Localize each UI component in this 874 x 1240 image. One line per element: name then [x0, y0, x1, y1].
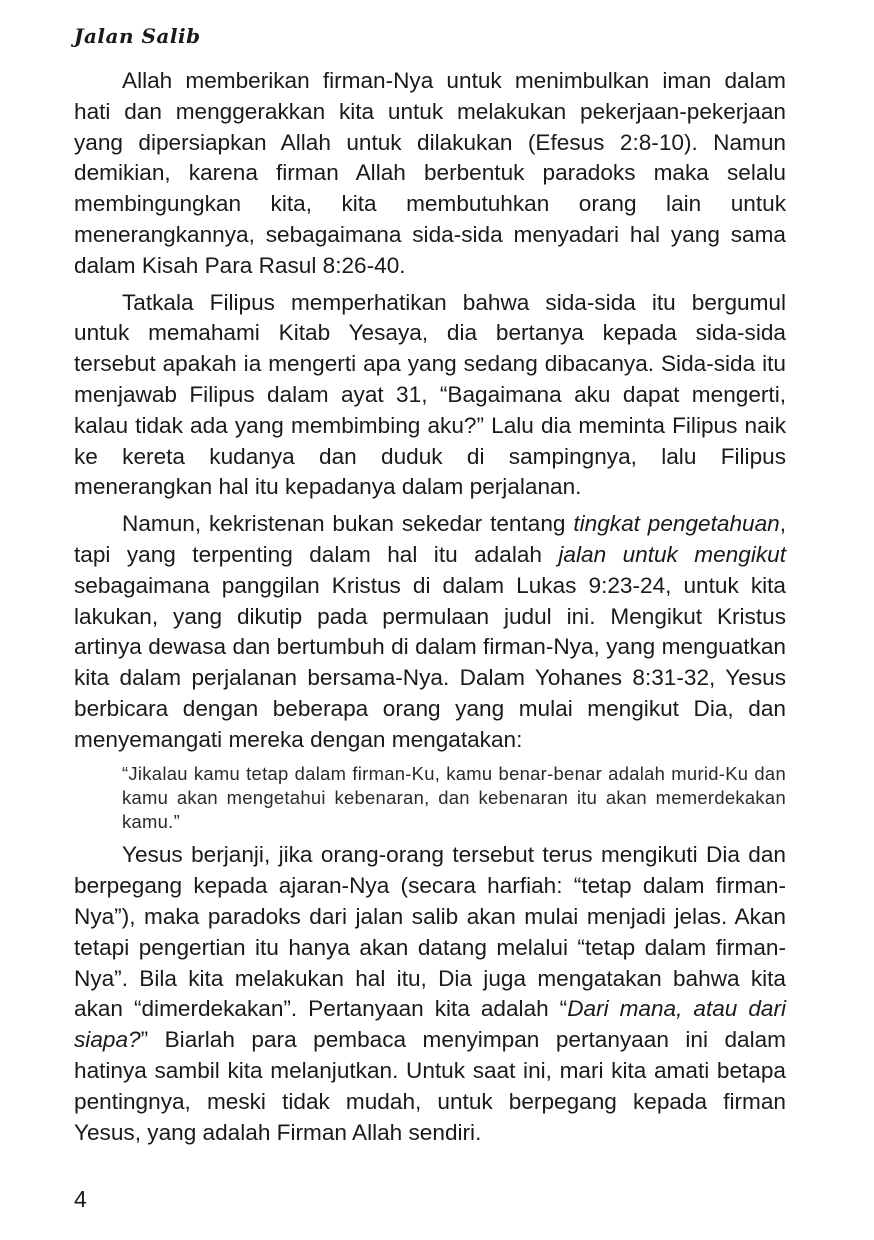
paragraph-segment: Allah memberikan firman-Nya untuk menimbulkan iman dalam hati dan menggerakkan kita untuk melakukan pekerjaan-pekerjaan yang dipersiapkan Allah untuk dilakukan (Efesus 2:8-10). Namun demikian, karena firman Allah berbentuk paradoks maka selalu membingungkan kita, kita membutuhkan orang lain untuk menerangkannya, sebagaimana sida-sida menyadari hal yang sama dalam Kisah Para Rasul 8:26-40. — [74, 68, 786, 278]
page-body — [74, 66, 786, 1154]
paragraph-segment: Yesus berjanji, jika orang-orang tersebut terus mengikuti Dia dan berpegang kepada ajaran-Nya (secara harfiah: “tetap dalam firman-Nya”), maka paradoks dari jalan salib akan mulai menjadi jelas. Akan tetapi pengertian itu hanya akan datang melalui “tetap dalam firman-Nya”. Bila kita melakukan hal itu, Dia juga mengatakan bahwa kita akan “dimerdekakan”. Pertanyaan kita adalah “ — [74, 842, 786, 1022]
body-paragraph-3 — [74, 509, 786, 755]
page-number: 4 — [74, 1186, 87, 1212]
body-paragraph-1 — [74, 66, 786, 282]
paragraph-segment: Tatkala Filipus memperhatikan bahwa sida-sida itu bergumul untuk memahami Kitab Yesaya, dia bertanya kepada sida-sida tersebut apakah ia mengerti apa yang sedang dibacanya. Sida-sida itu menjawab Filipus dalam ayat 31, “Bagaimana aku dapat mengerti, kalau tidak ada yang membimbing aku?” Lalu dia meminta Filipus naik ke kereta kudanya dan duduk di sampingnya, lalu Filipus menerangkan hal itu kepadanya dalam perjalanan. — [74, 289, 786, 500]
paragraph-emphasis: tingkat pengetahuan — [573, 511, 780, 537]
running-head-title: Jalan Salib — [74, 24, 201, 48]
body-paragraph-2 — [74, 288, 786, 504]
paragraph-emphasis: Dari mana, atau dari siapa? — [74, 996, 786, 1053]
paragraph-emphasis: jalan untuk mengikut — [558, 541, 786, 567]
scripture-quote: “Jikalau kamu tetap dalam firman-Ku, kamu benar-benar adalah murid-Ku dan kamu akan mengetahui kebenaran, dan kebenaran itu akan memerdekakan kamu.” — [122, 762, 786, 833]
paragraph-segment: ” Biarlah para pembaca menyimpan pertanyaan ini dalam hatinya sambil kita melanjutkan. Untuk saat ini, mari kita amati betapa pentingnya, meski tidak mudah, untuk berpegang kepada firman Yesus, yang adalah Firman Allah sendiri. — [74, 1027, 786, 1145]
paragraph-segment: , tapi yang terpenting dalam hal itu adalah — [74, 511, 786, 567]
body-paragraph-4 — [74, 840, 786, 1148]
paragraph-segment: Namun, kekristenan bukan sekedar tentang — [122, 511, 574, 537]
paragraph-segment: sebagaimana panggilan Kristus di dalam Lukas 9:23-24, untuk kita lakukan, yang dikutip pada permulaan judul ini. Mengikut Kristus artinya dewasa dan bertumbuh di dalam firman-Nya, yang menguatkan kita dalam perjalanan bersama-Nya. Dalam Yohanes 8:31-32, Yesus berbicara dengan beberapa orang yang mulai mengikut Dia, dan menyemangati mereka dengan mengatakan: — [74, 572, 786, 752]
